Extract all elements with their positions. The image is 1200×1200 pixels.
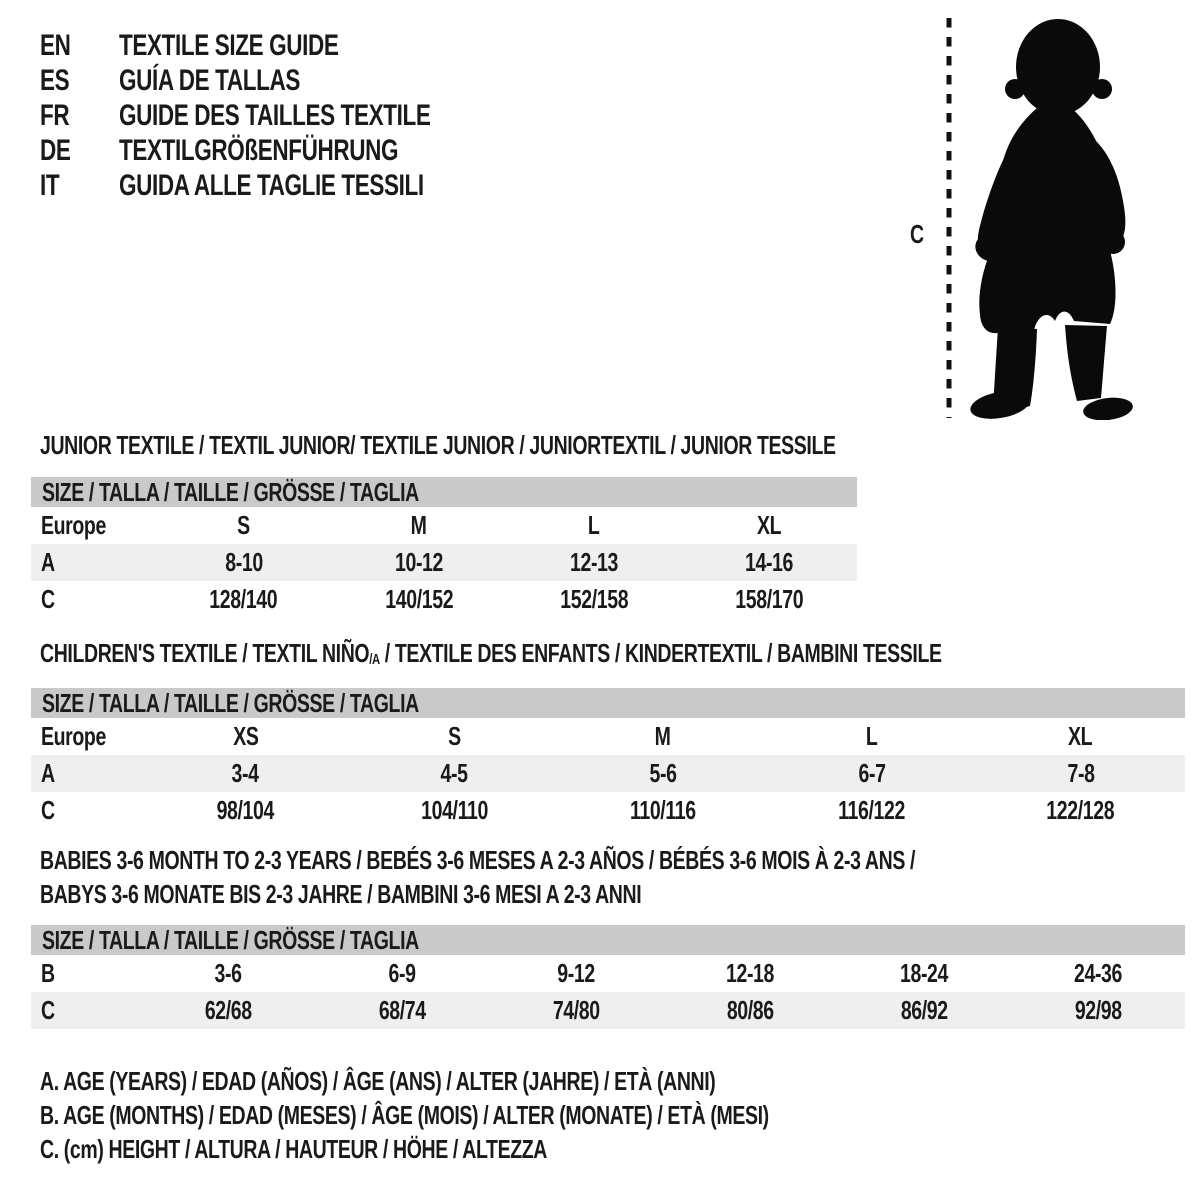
children-row-height	[31, 792, 1185, 829]
height-cell: 122/128	[1046, 795, 1115, 825]
lang-label: GUÍA DE TALLAS	[119, 63, 300, 97]
height-dashed-line-icon	[946, 18, 952, 418]
row-label: C	[41, 795, 55, 825]
children-size-header-bar: SIZE / TALLA / TAILLE / GRÖSSE / TAGLIA	[31, 688, 1185, 718]
age-cell: 14-16	[745, 547, 794, 577]
junior-row-europe	[31, 507, 857, 544]
height-cell: 74/80	[552, 995, 600, 1025]
height-cell: 80/86	[726, 995, 774, 1025]
age-cell: 8-10	[224, 547, 263, 577]
lang-code: IT	[40, 168, 60, 202]
months-cell: 6-9	[388, 958, 416, 988]
height-cell: 92/98	[1074, 995, 1122, 1025]
height-cell: 98/104	[216, 795, 275, 825]
lang-row-en	[40, 28, 534, 63]
junior-size-header-bar: SIZE / TALLA / TAILLE / GRÖSSE / TAGLIA	[31, 477, 857, 507]
size-cell: M	[410, 510, 427, 540]
lang-code: EN	[40, 28, 71, 62]
nino-a-subscript: /A	[369, 650, 380, 668]
height-cell: 128/140	[209, 584, 278, 614]
height-measure-label: C	[910, 218, 924, 249]
age-cell: 10-12	[394, 547, 443, 577]
measurement-legend	[40, 1064, 1012, 1166]
babies-title-line2: BABYS 3-6 MONATE BIS 2-3 JAHRE / BAMBINI 3-6 MESI A 2-3 ANNI	[40, 878, 642, 909]
junior-row-height	[31, 581, 857, 618]
lang-row-es	[40, 63, 534, 98]
age-cell: 7-8	[1067, 758, 1095, 788]
lang-row-de	[40, 133, 534, 168]
size-cell: XL	[757, 510, 782, 540]
row-label: C	[41, 995, 55, 1025]
size-cell: S	[237, 510, 250, 540]
height-cell: 110/116	[630, 795, 696, 825]
lang-row-fr	[40, 98, 534, 133]
age-cell: 3-4	[231, 758, 259, 788]
age-cell: 5-6	[649, 758, 677, 788]
height-cell: 68/74	[378, 995, 426, 1025]
babies-section-title	[40, 843, 1200, 911]
row-label: Europe	[41, 510, 106, 540]
legend-age-months: B. AGE (MONTHS) / EDAD (MESES) / ÂGE (MOIS) / ALTER (MONATE) / ETÀ (MESI)	[40, 1099, 769, 1130]
row-label: B	[41, 958, 55, 988]
baby-silhouette-icon	[960, 15, 1140, 420]
junior-row-age	[31, 544, 857, 581]
height-cell: 152/158	[560, 584, 629, 614]
children-row-age	[31, 755, 1185, 792]
age-cell: 12-13	[570, 547, 619, 577]
row-label: C	[41, 584, 55, 614]
lang-code: FR	[40, 98, 70, 132]
babies-size-header-bar: SIZE / TALLA / TAILLE / GRÖSSE / TAGLIA	[31, 925, 1185, 955]
months-cell: 12-18	[726, 958, 774, 988]
lang-code: DE	[40, 133, 71, 167]
size-cell: L	[588, 510, 600, 540]
size-cell: S	[447, 721, 461, 751]
size-cell: M	[655, 721, 671, 751]
months-cell: 9-12	[557, 958, 595, 988]
babies-size-table	[31, 925, 1185, 1029]
months-cell: 24-36	[1074, 958, 1122, 988]
height-cell: 116/122	[838, 795, 906, 825]
months-cell: 3-6	[214, 958, 242, 988]
language-title-list	[40, 28, 534, 203]
age-cell: 6-7	[858, 758, 886, 788]
row-label: A	[41, 547, 55, 577]
junior-size-table	[31, 477, 857, 618]
months-cell: 18-24	[900, 958, 948, 988]
lang-code: ES	[40, 63, 70, 97]
babies-row-height	[31, 992, 1185, 1029]
lang-row-it	[40, 168, 534, 203]
children-section-title: CHILDREN'S TEXTILE / TEXTIL NIÑO/A / TEXTILE DES ENFANTS / KINDERTEXTIL / BAMBINI TESSILE	[40, 637, 942, 668]
height-cell: 62/68	[204, 995, 252, 1025]
height-cell: 86/92	[900, 995, 948, 1025]
lang-label: GUIDA ALLE TAGLIE TESSILI	[119, 168, 424, 202]
children-row-europe	[31, 718, 1185, 755]
junior-section-title: JUNIOR TEXTILE / TEXTIL JUNIOR/ TEXTILE JUNIOR / JUNIORTEXTIL / JUNIOR TESSILE	[40, 429, 836, 460]
legend-age-years: A. AGE (YEARS) / EDAD (AÑOS) / ÂGE (ANS) / ALTER (JAHRE) / ETÀ (ANNI)	[40, 1065, 716, 1096]
legend-height-cm: C. (cm) HEIGHT / ALTURA / HAUTEUR / HÖHE / ALTEZZA	[40, 1133, 548, 1164]
height-cell: 140/152	[384, 584, 453, 614]
height-cell: 104/110	[420, 795, 488, 825]
size-cell: L	[866, 721, 878, 751]
size-cell: XL	[1068, 721, 1093, 751]
row-label: A	[41, 758, 55, 788]
children-size-table	[31, 688, 1185, 829]
row-label: Europe	[41, 721, 106, 751]
height-cell: 158/170	[735, 584, 804, 614]
lang-label: TEXTILGRÖßENFÜHRUNG	[119, 133, 399, 167]
lang-label: GUIDE DES TAILLES TEXTILE	[119, 98, 431, 132]
babies-title-line1: BABIES 3-6 MONTH TO 2-3 YEARS / BEBÉS 3-6 MESES A 2-3 AÑOS / BÉBÉS 3-6 MOIS À 2-3 ANS /	[40, 844, 916, 875]
lang-label: TEXTILE SIZE GUIDE	[119, 28, 339, 62]
age-cell: 4-5	[440, 758, 468, 788]
size-cell: XS	[232, 721, 259, 751]
babies-row-months	[31, 955, 1185, 992]
